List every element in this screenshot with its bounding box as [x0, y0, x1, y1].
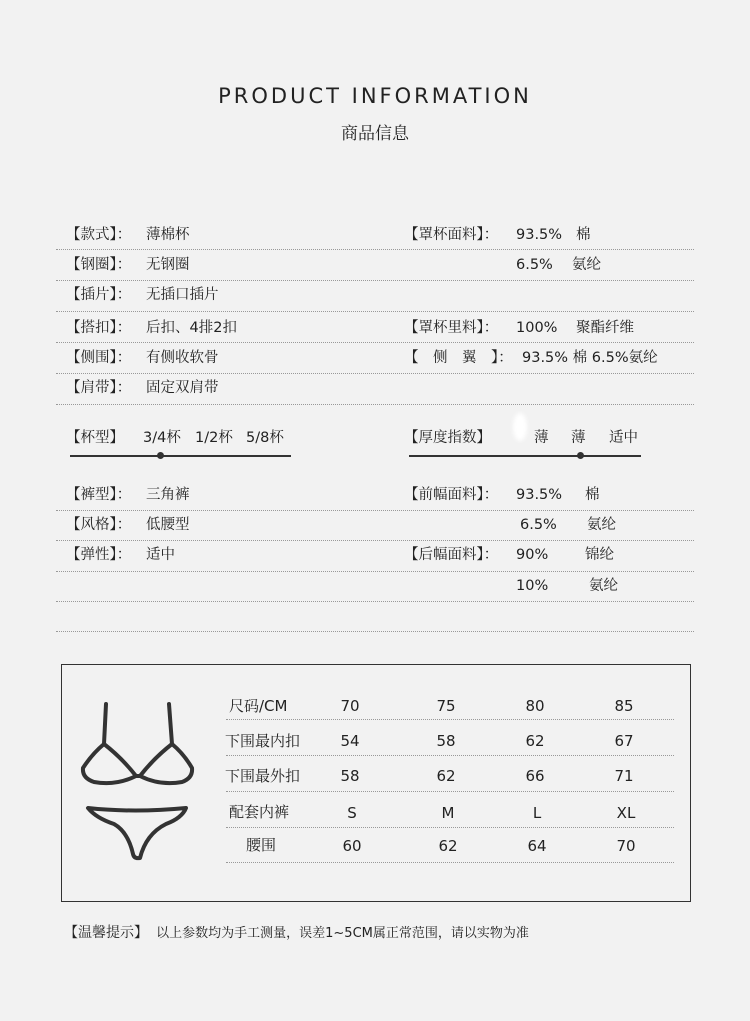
cup-fabric-label: 【罩杯面料】：	[404, 227, 499, 243]
elasticity-value: 适中	[146, 547, 175, 563]
front-fabric-label: 【前幅面料】：	[404, 487, 499, 503]
back-fabric-2-material: 氨纶	[589, 578, 618, 594]
spec-strap-label: 【肩带】：	[66, 380, 132, 396]
size-cell: 66	[525, 767, 545, 785]
warm-tip	[64, 922, 529, 942]
thickness-slider-marker	[577, 452, 584, 459]
thickness-option-2: 薄	[571, 430, 586, 446]
cup-lining-value: 100%	[516, 320, 558, 336]
size-cell: 70	[340, 697, 360, 715]
spec-style-label: 【款式】：	[66, 227, 132, 243]
thickness-option-3: 适中	[609, 430, 638, 446]
table-row-divider	[226, 719, 674, 720]
cup-type-option-2: 1/2杯	[195, 430, 233, 446]
warm-tip-text: 以上参数均为手工测量，误差1~5CM属正常范围，请以实物为准	[156, 926, 529, 941]
side-wing-label: 【 侧 翼 】：	[404, 350, 513, 366]
row-divider	[56, 373, 694, 374]
spec-clasp-label: 【搭扣】：	[66, 320, 132, 336]
row-divider	[56, 249, 694, 250]
size-row-label: 下围最内扣	[225, 732, 301, 750]
size-cell: 62	[438, 837, 458, 855]
spec-style-value: 薄棉杯	[146, 227, 190, 243]
back-fabric-1-material: 锦纶	[585, 547, 614, 563]
cup-type-option-1: 3/4杯	[143, 430, 181, 446]
size-row-label: 尺码/CM	[229, 697, 288, 715]
row-divider	[56, 510, 694, 511]
size-cell: S	[347, 804, 357, 822]
spec-wire-value: 无钢圈	[146, 257, 190, 273]
brief-type-value: 三角裤	[146, 487, 190, 503]
cup-fabric-1-material: 棉	[576, 227, 591, 243]
thickness-option-1: 薄	[534, 430, 549, 446]
size-cell: 54	[340, 732, 360, 750]
size-cell: 58	[340, 767, 360, 785]
table-row-divider	[226, 862, 674, 863]
size-cell: 62	[525, 732, 545, 750]
style-value: 低腰型	[146, 517, 190, 533]
spec-side-label: 【侧围】：	[66, 350, 132, 366]
size-cell: M	[441, 804, 455, 822]
elasticity-label: 【弹性】：	[66, 547, 132, 563]
cup-type-label: 【杯型】	[66, 430, 124, 446]
back-fabric-2: 10%	[516, 578, 549, 594]
size-row-label: 配套内裤	[229, 803, 290, 821]
table-row-divider	[226, 827, 674, 828]
front-fabric-1-material: 棉	[585, 487, 600, 503]
back-fabric-1: 90%	[516, 547, 549, 563]
spec-insert-value: 无插口插片	[146, 287, 219, 303]
cup-fabric-2-material: 氨纶	[572, 257, 601, 273]
size-cell: 62	[436, 767, 456, 785]
size-cell: 70	[616, 837, 636, 855]
front-fabric-2-material: 氨纶	[587, 517, 616, 533]
front-fabric-1: 93.5%	[516, 487, 563, 503]
size-cell: 71	[614, 767, 634, 785]
row-divider	[56, 404, 694, 405]
size-cell: 80	[525, 697, 545, 715]
row-divider	[56, 601, 694, 602]
size-cell: L	[532, 804, 542, 822]
size-cell: 85	[614, 697, 634, 715]
spec-insert-label: 【插片】：	[66, 287, 132, 303]
size-cell: XL	[616, 804, 636, 822]
side-wing-value: 93.5% 棉 6.5%氨纶	[522, 350, 658, 366]
size-row-label: 腰围	[246, 836, 277, 854]
table-row-divider	[226, 791, 674, 792]
size-cell: 64	[527, 837, 547, 855]
cup-type-slider-track	[70, 455, 291, 457]
spec-clasp-value: 后扣、4排2扣	[146, 320, 237, 336]
size-cell: 60	[342, 837, 362, 855]
warm-tip-label: 【温馨提示】	[64, 925, 148, 941]
bra-brief-illustration	[74, 696, 204, 866]
spec-strap-value: 固定双肩带	[146, 380, 219, 396]
size-cell: 67	[614, 732, 634, 750]
cup-fabric-2: 6.5%	[516, 257, 553, 273]
size-cell: 75	[436, 697, 456, 715]
row-divider	[56, 280, 694, 281]
spec-side-value: 有侧收软骨	[146, 350, 219, 366]
front-fabric-2: 6.5%	[520, 517, 557, 533]
size-row-label: 下围最外扣	[225, 767, 301, 785]
thickness-slider-track	[409, 455, 641, 457]
cup-lining-label: 【罩杯里料】：	[404, 320, 499, 336]
spec-wire-label: 【钢圈】：	[66, 257, 132, 273]
row-divider	[56, 342, 694, 343]
thickness-label: 【厚度指数】	[404, 430, 491, 446]
cup-type-slider-marker	[157, 452, 164, 459]
table-row-divider	[226, 755, 674, 756]
blur-smudge	[513, 413, 527, 441]
row-divider	[56, 540, 694, 541]
row-divider	[56, 571, 694, 572]
cup-type-option-3: 5/8杯	[246, 430, 284, 446]
title-chinese: 商品信息	[341, 124, 409, 144]
title-english: PRODUCT INFORMATION	[218, 84, 532, 108]
style-label: 【风格】：	[66, 517, 132, 533]
cup-lining-material: 聚酯纤维	[576, 320, 634, 336]
row-divider	[56, 311, 694, 312]
row-divider	[56, 631, 694, 632]
back-fabric-label: 【后幅面料】：	[404, 547, 499, 563]
size-cell: 58	[436, 732, 456, 750]
brief-type-label: 【裤型】：	[66, 487, 132, 503]
cup-fabric-1: 93.5%	[516, 227, 563, 243]
